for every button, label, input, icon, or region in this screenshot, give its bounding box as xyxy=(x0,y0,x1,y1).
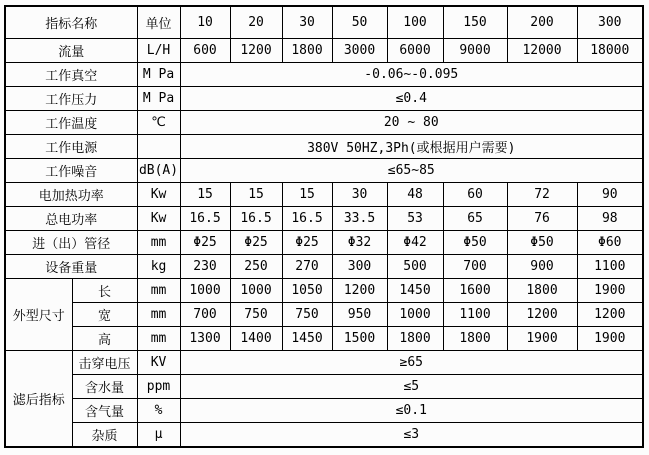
value-cell: 30 xyxy=(332,183,387,207)
value-cell: 1000 xyxy=(230,279,282,303)
value-cell: 48 xyxy=(387,183,443,207)
row-label: 工作温度 xyxy=(5,111,137,135)
value-cell: 1100 xyxy=(443,303,507,327)
row-label: 含水量 xyxy=(72,375,137,399)
table-row-power-supply xyxy=(5,135,643,159)
value-cell: 33.5 xyxy=(332,207,387,231)
table-row-pressure xyxy=(5,87,643,111)
unit-cell: mm xyxy=(137,303,180,327)
table-row-dimension-length xyxy=(5,279,643,303)
group-label-dimensions: 外型尺寸 xyxy=(5,279,72,351)
value-cell: 1050 xyxy=(282,279,332,303)
value-cell: 90 xyxy=(577,183,643,207)
value-cell: 1200 xyxy=(577,303,643,327)
table-row-dimension-height xyxy=(5,327,643,351)
header-model: 20 xyxy=(230,6,282,39)
span-value-cell: ≤0.1 xyxy=(180,399,643,423)
value-cell: 16.5 xyxy=(282,207,332,231)
value-cell: 1800 xyxy=(507,279,577,303)
value-cell: 98 xyxy=(577,207,643,231)
value-cell: 250 xyxy=(230,255,282,279)
header-row xyxy=(5,6,643,39)
value-cell: Φ50 xyxy=(443,231,507,255)
unit-cell: ℃ xyxy=(137,111,180,135)
value-cell: 1500 xyxy=(332,327,387,351)
row-label: 工作电源 xyxy=(5,135,137,159)
value-cell: Φ25 xyxy=(180,231,230,255)
value-cell: 76 xyxy=(507,207,577,231)
value-cell: Φ42 xyxy=(387,231,443,255)
row-label: 电加热功率 xyxy=(5,183,137,207)
table-row-heating-power xyxy=(5,183,643,207)
table-row-pipe-diameter xyxy=(5,231,643,255)
span-value-cell: 20 ~ 80 xyxy=(180,111,643,135)
value-cell: 1800 xyxy=(282,39,332,63)
header-unit: 单位 xyxy=(137,6,180,39)
unit-cell xyxy=(137,135,180,159)
span-value-cell: ≤5 xyxy=(180,375,643,399)
row-label: 工作真空 xyxy=(5,63,137,87)
value-cell: Φ60 xyxy=(577,231,643,255)
value-cell: 15 xyxy=(180,183,230,207)
row-label: 流量 xyxy=(5,39,137,63)
span-value-cell: ≥65 xyxy=(180,351,643,375)
value-cell: 1900 xyxy=(507,327,577,351)
value-cell: 3000 xyxy=(332,39,387,63)
unit-cell: L/H xyxy=(137,39,180,63)
value-cell: 230 xyxy=(180,255,230,279)
value-cell: 12000 xyxy=(507,39,577,63)
header-model: 30 xyxy=(282,6,332,39)
unit-cell: Kw xyxy=(137,207,180,231)
table-row-breakdown-voltage xyxy=(5,351,643,375)
unit-cell: KV xyxy=(137,351,180,375)
value-cell: 60 xyxy=(443,183,507,207)
table-row-dimension-width xyxy=(5,303,643,327)
value-cell: 1300 xyxy=(180,327,230,351)
row-label: 总电功率 xyxy=(5,207,137,231)
row-label: 进（出）管径 xyxy=(5,231,137,255)
unit-cell: mm xyxy=(137,279,180,303)
value-cell: Φ50 xyxy=(507,231,577,255)
span-value-cell: ≤0.4 xyxy=(180,87,643,111)
value-cell: 950 xyxy=(332,303,387,327)
value-cell: 300 xyxy=(332,255,387,279)
row-label: 杂质 xyxy=(72,423,137,448)
row-label: 长 xyxy=(72,279,137,303)
unit-cell: Kw xyxy=(137,183,180,207)
value-cell: 1200 xyxy=(507,303,577,327)
unit-cell: kg xyxy=(137,255,180,279)
header-model: 50 xyxy=(332,6,387,39)
value-cell: Φ25 xyxy=(282,231,332,255)
header-model: 200 xyxy=(507,6,577,39)
unit-cell: % xyxy=(137,399,180,423)
value-cell: 16.5 xyxy=(180,207,230,231)
value-cell: 15 xyxy=(282,183,332,207)
value-cell: 1800 xyxy=(387,327,443,351)
value-cell: 750 xyxy=(230,303,282,327)
value-cell: 1100 xyxy=(577,255,643,279)
spec-table xyxy=(4,5,644,448)
value-cell: Φ25 xyxy=(230,231,282,255)
value-cell: Φ32 xyxy=(332,231,387,255)
row-label: 高 xyxy=(72,327,137,351)
value-cell: 18000 xyxy=(577,39,643,63)
header-model: 300 xyxy=(577,6,643,39)
value-cell: 270 xyxy=(282,255,332,279)
table-row-temperature xyxy=(5,111,643,135)
header-model: 100 xyxy=(387,6,443,39)
table-row-vacuum xyxy=(5,63,643,87)
value-cell: 6000 xyxy=(387,39,443,63)
unit-cell: dB(A) xyxy=(137,159,180,183)
row-label: 含气量 xyxy=(72,399,137,423)
value-cell: 1200 xyxy=(332,279,387,303)
value-cell: 1400 xyxy=(230,327,282,351)
table-row-impurity xyxy=(5,423,643,448)
span-value-cell: 380V 50HZ,3Ph(或根据用户需要) xyxy=(180,135,643,159)
table-row-weight xyxy=(5,255,643,279)
value-cell: 53 xyxy=(387,207,443,231)
table-row-gas-content xyxy=(5,399,643,423)
value-cell: 1200 xyxy=(230,39,282,63)
header-model: 10 xyxy=(180,6,230,39)
row-label: 设备重量 xyxy=(5,255,137,279)
unit-cell: M Pa xyxy=(137,87,180,111)
value-cell: 1900 xyxy=(577,279,643,303)
unit-cell: mm xyxy=(137,231,180,255)
value-cell: 1450 xyxy=(387,279,443,303)
header-model: 150 xyxy=(443,6,507,39)
row-label: 击穿电压 xyxy=(72,351,137,375)
span-value-cell: -0.06~-0.095 xyxy=(180,63,643,87)
span-value-cell: ≤65~85 xyxy=(180,159,643,183)
table-row-flow xyxy=(5,39,643,63)
table-row-noise xyxy=(5,159,643,183)
unit-cell: M Pa xyxy=(137,63,180,87)
group-label-filtered: 滤后指标 xyxy=(5,351,72,448)
row-label: 工作噪音 xyxy=(5,159,137,183)
value-cell: 1900 xyxy=(577,327,643,351)
value-cell: 700 xyxy=(180,303,230,327)
value-cell: 65 xyxy=(443,207,507,231)
value-cell: 500 xyxy=(387,255,443,279)
table-row-total-power xyxy=(5,207,643,231)
row-label: 工作压力 xyxy=(5,87,137,111)
unit-cell: mm xyxy=(137,327,180,351)
value-cell: 1000 xyxy=(387,303,443,327)
row-label: 宽 xyxy=(72,303,137,327)
unit-cell: ppm xyxy=(137,375,180,399)
value-cell: 1800 xyxy=(443,327,507,351)
value-cell: 900 xyxy=(507,255,577,279)
span-value-cell: ≤3 xyxy=(180,423,643,448)
value-cell: 700 xyxy=(443,255,507,279)
value-cell: 15 xyxy=(230,183,282,207)
value-cell: 600 xyxy=(180,39,230,63)
table-row-water-content xyxy=(5,375,643,399)
value-cell: 1000 xyxy=(180,279,230,303)
value-cell: 1450 xyxy=(282,327,332,351)
value-cell: 750 xyxy=(282,303,332,327)
value-cell: 72 xyxy=(507,183,577,207)
unit-cell: μ xyxy=(137,423,180,448)
header-indicator-name: 指标名称 xyxy=(5,6,137,39)
value-cell: 1600 xyxy=(443,279,507,303)
value-cell: 16.5 xyxy=(230,207,282,231)
value-cell: 9000 xyxy=(443,39,507,63)
